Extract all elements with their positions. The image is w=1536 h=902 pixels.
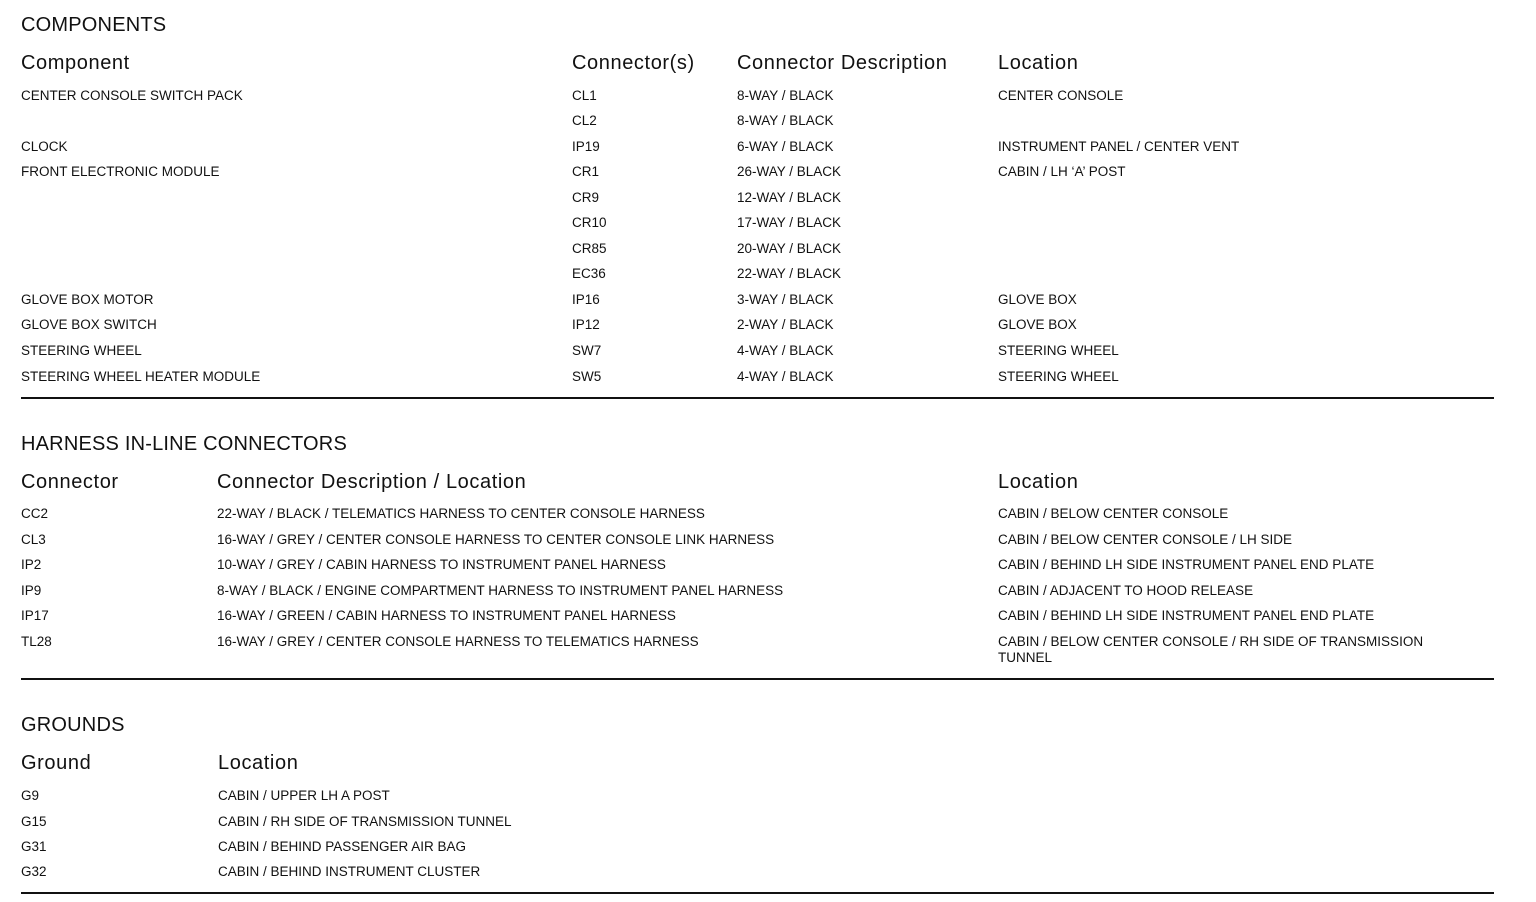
harness-title: HARNESS IN-LINE CONNECTORS <box>21 433 347 455</box>
ground-location: CABIN / RH SIDE OF TRANSMISSION TUNNEL <box>218 814 512 829</box>
harness-description: 16-WAY / GREEN / CABIN HARNESS TO INSTRUMENT PANEL HARNESS <box>217 608 676 623</box>
ground-location: CABIN / BEHIND PASSENGER AIR BAG <box>218 839 467 854</box>
harness-connector-id: IP2 <box>21 557 42 572</box>
components-row <box>21 139 1494 164</box>
components-row <box>21 215 1494 240</box>
connector-description: 4-WAY / BLACK <box>737 343 834 358</box>
connector-description: 4-WAY / BLACK <box>737 369 834 384</box>
harness-connector-id: CL3 <box>21 532 46 547</box>
harness-header-description: Connector Description / Location <box>217 471 527 493</box>
harness-divider <box>21 678 1494 680</box>
grounds-row <box>21 864 1494 889</box>
component-location: INSTRUMENT PANEL / CENTER VENT <box>998 139 1240 154</box>
component-name: CENTER CONSOLE SWITCH PACK <box>21 88 243 103</box>
connector-description: 17-WAY / BLACK <box>737 215 842 230</box>
harness-location: CABIN / BELOW CENTER CONSOLE <box>998 506 1229 521</box>
grounds-header-ground: Ground <box>21 752 92 774</box>
connector-id: SW7 <box>572 343 602 358</box>
connector-id: CL1 <box>572 88 597 103</box>
components-header-component: Component <box>21 52 130 74</box>
components-header-connectors: Connector(s) <box>572 52 695 74</box>
connector-description: 3-WAY / BLACK <box>737 292 834 307</box>
components-row <box>21 369 1494 394</box>
harness-location: CABIN / BEHIND LH SIDE INSTRUMENT PANEL END PLATE <box>998 608 1375 623</box>
connector-id: CR1 <box>572 164 600 179</box>
components-row <box>21 292 1494 317</box>
connector-id: SW5 <box>572 369 602 384</box>
harness-description: 10-WAY / GREY / CABIN HARNESS TO INSTRUMENT PANEL HARNESS <box>217 557 666 572</box>
components-divider <box>21 397 1494 399</box>
components-row <box>21 241 1494 266</box>
component-location: GLOVE BOX <box>998 292 1077 307</box>
harness-row <box>21 583 1494 608</box>
components-header-description: Connector Description <box>737 52 948 74</box>
components-row <box>21 317 1494 342</box>
components-header-location: Location <box>998 52 1079 74</box>
harness-connector-id: CC2 <box>21 506 49 521</box>
components-row <box>21 164 1494 189</box>
connector-description: 8-WAY / BLACK <box>737 113 834 128</box>
connector-description: 12-WAY / BLACK <box>737 190 842 205</box>
grounds-divider <box>21 892 1494 894</box>
harness-description: 22-WAY / BLACK / TELEMATICS HARNESS TO CENTER CONSOLE HARNESS <box>217 506 705 521</box>
harness-connector-id: IP9 <box>21 583 42 598</box>
component-location: STEERING WHEEL <box>998 343 1119 358</box>
connector-description: 8-WAY / BLACK <box>737 88 834 103</box>
connector-id: IP19 <box>572 139 600 154</box>
harness-row <box>21 557 1494 582</box>
harness-row <box>21 634 1494 670</box>
harness-description: 16-WAY / GREY / CENTER CONSOLE HARNESS TO CENTER CONSOLE LINK HARNESS <box>217 532 775 547</box>
harness-row <box>21 532 1494 557</box>
components-row <box>21 266 1494 291</box>
connector-id: CR9 <box>572 190 600 205</box>
grounds-header-location: Location <box>218 752 299 774</box>
harness-connector-id: IP17 <box>21 608 49 623</box>
component-name: FRONT ELECTRONIC MODULE <box>21 164 220 179</box>
harness-row <box>21 608 1494 633</box>
grounds-row <box>21 814 1494 839</box>
harness-row <box>21 506 1494 531</box>
harness-location: CABIN / BELOW CENTER CONSOLE / RH SIDE OF TRANSMISSION TUNNEL <box>998 634 1424 665</box>
connector-id: CL2 <box>572 113 597 128</box>
ground-location: CABIN / UPPER LH A POST <box>218 788 390 803</box>
harness-description: 8-WAY / BLACK / ENGINE COMPARTMENT HARNESS TO INSTRUMENT PANEL HARNESS <box>217 583 784 598</box>
component-name: STEERING WHEEL HEATER MODULE <box>21 369 261 384</box>
connector-id: CR85 <box>572 241 607 256</box>
harness-location: CABIN / BEHIND LH SIDE INSTRUMENT PANEL END PLATE <box>998 557 1375 572</box>
harness-header-location: Location <box>998 471 1079 493</box>
component-location: GLOVE BOX <box>998 317 1077 332</box>
grounds-row <box>21 788 1494 813</box>
harness-description: 16-WAY / GREY / CENTER CONSOLE HARNESS TO TELEMATICS HARNESS <box>217 634 699 649</box>
connector-id: IP16 <box>572 292 600 307</box>
connector-description: 2-WAY / BLACK <box>737 317 834 332</box>
components-row <box>21 113 1494 138</box>
ground-id: G32 <box>21 864 47 879</box>
ground-id: G31 <box>21 839 47 854</box>
components-row <box>21 190 1494 215</box>
connector-description: 6-WAY / BLACK <box>737 139 834 154</box>
connector-id: CR10 <box>572 215 607 230</box>
ground-location: CABIN / BEHIND INSTRUMENT CLUSTER <box>218 864 481 879</box>
component-location: STEERING WHEEL <box>998 369 1119 384</box>
component-name: CLOCK <box>21 139 68 154</box>
harness-location: CABIN / BELOW CENTER CONSOLE / LH SIDE <box>998 532 1293 547</box>
harness-connector-id: TL28 <box>21 634 52 649</box>
connector-id: EC36 <box>572 266 606 281</box>
component-name: STEERING WHEEL <box>21 343 142 358</box>
component-location: CABIN / LH ‘A’ POST <box>998 164 1126 179</box>
ground-id: G9 <box>21 788 40 803</box>
connector-description: 26-WAY / BLACK <box>737 164 842 179</box>
component-name: GLOVE BOX MOTOR <box>21 292 154 307</box>
grounds-row <box>21 839 1494 864</box>
component-location: CENTER CONSOLE <box>998 88 1124 103</box>
grounds-title: GROUNDS <box>21 714 125 736</box>
ground-id: G15 <box>21 814 47 829</box>
components-title: COMPONENTS <box>21 14 167 36</box>
component-name: GLOVE BOX SWITCH <box>21 317 157 332</box>
components-row <box>21 88 1494 113</box>
components-row <box>21 343 1494 368</box>
connector-description: 22-WAY / BLACK <box>737 266 842 281</box>
harness-header-connector: Connector <box>21 471 119 493</box>
connector-id: IP12 <box>572 317 600 332</box>
connector-description: 20-WAY / BLACK <box>737 241 842 256</box>
harness-location: CABIN / ADJACENT TO HOOD RELEASE <box>998 583 1254 598</box>
